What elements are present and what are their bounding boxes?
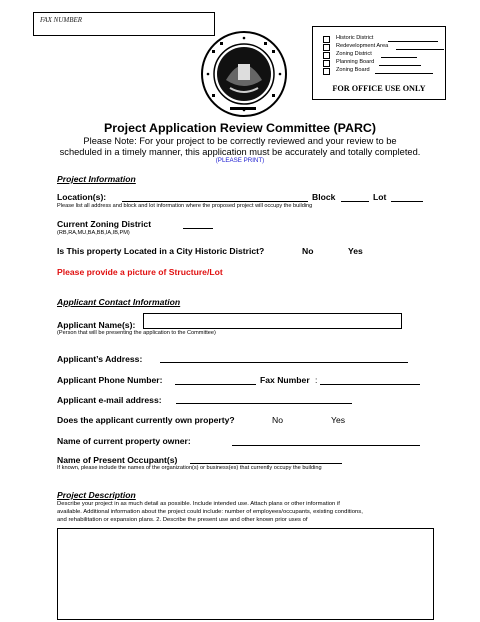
zoning-district-line — [381, 57, 417, 58]
applicant-name-label: Applicant Name(s): — [57, 320, 136, 330]
office-item-historic-district: Historic District — [336, 35, 374, 41]
zoning-district-label: Current Zoning District — [57, 219, 152, 229]
project-description-heading: Project Description — [57, 490, 136, 500]
zoning-district-hint: (RB,RA,MU,BA,BB,IA,IB,PM) — [57, 230, 130, 236]
checkbox-redevelopment-area[interactable] — [323, 44, 330, 51]
applicant-name-hint: (Person that will be presenting the application to the Committee) — [57, 330, 216, 336]
present-occupant-label: Name of Present Occupant(s) — [57, 455, 178, 465]
office-use-box — [312, 26, 446, 100]
office-item-zoning-board: Zoning Board — [336, 67, 370, 73]
description-instructions-line-1: Describe your project in as much detail as possible. Include intended use. Attach plans or other information if — [57, 501, 340, 507]
checkbox-zoning-district[interactable] — [323, 52, 330, 59]
fax-number-label: FAX NUMBER — [40, 16, 83, 24]
applicant-fax-input-line[interactable] — [320, 384, 420, 385]
historic-yes-option[interactable]: Yes — [348, 246, 363, 256]
present-occupant-input-line[interactable] — [190, 463, 342, 464]
applicant-fax-colon: : — [315, 375, 318, 385]
redevelopment-area-line — [396, 49, 444, 50]
historic-no-option[interactable]: No — [302, 246, 314, 256]
please-print-note: (PLEASE PRINT) — [215, 157, 265, 164]
own-property-question: Does the applicant currently own property? — [57, 415, 235, 425]
description-instructions-line-3: and rehabilitation or expansion plans. 2. Describe the present use and other known prior uses of — [57, 517, 308, 523]
city-seal-logo — [200, 30, 288, 118]
historic-district-question: Is This property Located in a City Historic District? — [57, 246, 265, 256]
checkbox-historic-district[interactable] — [323, 36, 330, 43]
office-item-zoning-district: Zoning District — [336, 51, 372, 57]
applicant-contact-heading: Applicant Contact Information — [57, 297, 181, 307]
applicant-name-field[interactable] — [143, 313, 402, 329]
fax-number-field[interactable] — [33, 12, 215, 36]
present-occupant-hint: If known, please include the names of the organization(s) or business(es) that currently occupy the building — [57, 465, 322, 471]
zoning-board-line — [375, 73, 433, 74]
planning-board-line — [379, 65, 421, 66]
own-property-yes-option[interactable]: Yes — [331, 415, 346, 425]
lot-input-line[interactable] — [391, 201, 423, 202]
office-item-redevelopment-area: Redevelopment Area — [336, 43, 389, 49]
note-line-2: scheduled in a timely manner, this application must be accurately and totally completed. — [59, 147, 421, 157]
location-input-line[interactable] — [122, 201, 308, 202]
project-description-textarea[interactable] — [57, 528, 434, 620]
applicant-phone-input-line[interactable] — [175, 384, 256, 385]
project-information-heading: Project Information — [57, 174, 136, 184]
checkbox-zoning-board[interactable] — [323, 68, 330, 75]
page-title: Project Application Review Committee (PARC) — [104, 121, 376, 135]
location-hint: Please list all address and block and lot information where the proposed project will occupy the building — [57, 203, 313, 209]
office-item-planning-board: Planning Board — [336, 59, 375, 65]
description-instructions-line-2: available. Additional information about the project could include: number of employees/occupants, existing conditions, — [57, 509, 363, 515]
applicant-address-label: Applicant’s Address: — [57, 354, 143, 364]
current-owner-input-line[interactable] — [232, 445, 420, 446]
location-label: Location(s): — [57, 192, 107, 202]
current-owner-label: Name of current property owner: — [57, 436, 191, 446]
applicant-phone-label: Applicant Phone Number: — [57, 375, 163, 385]
historic-district-line — [388, 41, 438, 42]
own-property-no-option[interactable]: No — [272, 415, 283, 425]
applicant-fax-label: Fax Number — [260, 375, 310, 385]
picture-request-note: Please provide a picture of Structure/Lot — [57, 267, 223, 277]
zoning-district-input-line[interactable] — [183, 228, 213, 229]
block-input-line[interactable] — [341, 201, 369, 202]
applicant-email-label: Applicant e-mail address: — [57, 395, 162, 405]
applicant-email-input-line[interactable] — [176, 403, 352, 404]
applicant-address-input-line[interactable] — [160, 362, 408, 363]
lot-label: Lot — [373, 192, 387, 202]
note-line-1: Please Note: For your project to be correctly reviewed and your review to be — [83, 136, 397, 146]
checkbox-planning-board[interactable] — [323, 60, 330, 67]
office-use-title: FOR OFFICE USE ONLY — [332, 84, 426, 93]
block-label: Block — [312, 192, 336, 202]
